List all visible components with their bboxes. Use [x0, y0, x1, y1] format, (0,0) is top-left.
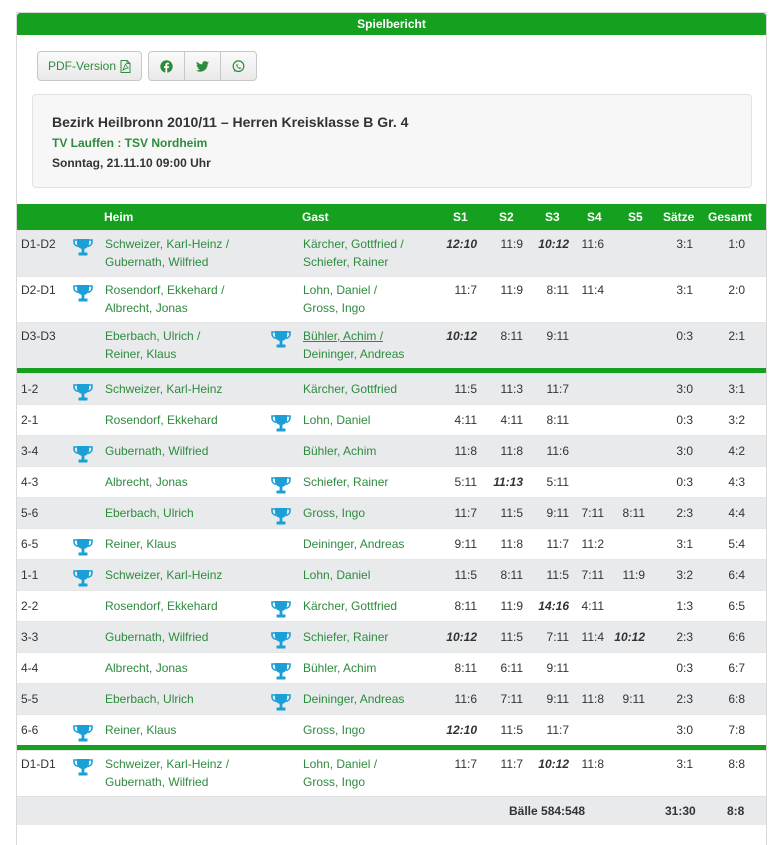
whatsapp-share-button[interactable] [220, 51, 257, 81]
home-player-link[interactable]: Albrecht, Jonas [105, 661, 188, 675]
guest-player-link[interactable]: Deininger, Andreas [303, 347, 405, 361]
score-s3: 9:11 [546, 692, 569, 706]
home-player-link[interactable]: Albrecht, Jonas [105, 475, 188, 489]
home-player-link[interactable]: Gubernath, Wilfried [105, 630, 209, 644]
score-s4: 11:8 [581, 692, 604, 706]
table-row [17, 750, 766, 796]
score-saetze: 3:2 [676, 568, 693, 582]
match-id: 2-2 [21, 599, 39, 613]
score-s1: 5:11 [454, 475, 477, 489]
score-s3: 8:11 [546, 413, 569, 427]
score-s1: 10:12 [446, 329, 477, 343]
score-s1: 11:7 [454, 283, 477, 297]
score-s2: 11:8 [500, 537, 523, 551]
score-s3: 11:7 [546, 537, 569, 551]
score-s1: 12:10 [446, 723, 477, 737]
home-player-link[interactable]: Rosendorf, Ekkehard [105, 599, 218, 613]
score-gesamt: 1:0 [728, 237, 745, 251]
table-row [17, 652, 766, 683]
score-s3: 9:11 [546, 661, 569, 675]
col-s4: S4 [587, 210, 602, 224]
score-s1: 11:7 [454, 757, 477, 771]
score-gesamt: 6:4 [728, 568, 745, 582]
score-gesamt: 2:0 [728, 283, 745, 297]
score-s3: 10:12 [538, 757, 569, 771]
singles-group [17, 373, 766, 745]
score-saetze: 0:3 [676, 329, 693, 343]
table-row [17, 683, 766, 714]
home-player-link[interactable]: Schweizer, Karl-Heinz / [105, 237, 230, 251]
score-saetze: 2:3 [676, 630, 693, 644]
col-heim: Heim [104, 210, 134, 224]
saetze-total: 31:30 [665, 804, 696, 818]
score-gesamt: 4:3 [728, 475, 745, 489]
score-s2: 11:9 [500, 599, 523, 613]
results-table [17, 204, 766, 825]
score-s2: 11:7 [500, 757, 523, 771]
trophy-icon [271, 329, 291, 349]
score-s1: 11:5 [454, 568, 477, 582]
trophy-icon [271, 630, 291, 650]
score-gesamt: 4:4 [728, 506, 745, 520]
score-s4: 11:2 [581, 537, 604, 551]
panel-title: Spielbericht [17, 13, 766, 35]
score-s1: 8:11 [454, 661, 477, 675]
score-s5: 8:11 [622, 506, 645, 520]
match-id: D2-D1 [21, 283, 56, 297]
score-s3: 14:16 [538, 599, 569, 613]
guest-player-link[interactable]: Bühler, Achim [303, 661, 377, 675]
trophy-icon [271, 661, 291, 681]
score-s5: 9:11 [622, 692, 645, 706]
score-s2: 4:11 [500, 413, 523, 427]
home-player-link[interactable]: Reiner, Klaus [105, 723, 177, 737]
trophy-icon [73, 283, 93, 303]
match-id: 2-1 [21, 413, 39, 427]
guest-player-link[interactable]: Bühler, Achim [303, 444, 377, 458]
home-player-link[interactable]: Schweizer, Karl-Heinz [105, 568, 223, 582]
trophy-icon [271, 413, 291, 433]
score-s2: 6:11 [500, 661, 523, 675]
match-id: 5-5 [21, 692, 39, 706]
match-id: 3-4 [21, 444, 39, 458]
score-gesamt: 6:5 [728, 599, 745, 613]
home-player-link[interactable]: Schweizer, Karl-Heinz / [105, 757, 230, 771]
match-id: 1-1 [21, 568, 39, 582]
trophy-icon [271, 506, 291, 526]
trophy-icon [73, 723, 93, 743]
score-gesamt: 3:2 [728, 413, 745, 427]
score-gesamt: 2:1 [728, 329, 745, 343]
trophy-icon [73, 757, 93, 777]
guest-player-link[interactable]: Gross, Ingo [303, 301, 366, 315]
table-row [17, 466, 766, 497]
score-s4: 11:4 [581, 630, 604, 644]
match-id: 4-4 [21, 661, 39, 675]
score-s1: 4:11 [454, 413, 477, 427]
match-id: D1-D1 [21, 757, 56, 771]
col-s5: S5 [628, 210, 643, 224]
match-id: D1-D2 [21, 237, 56, 251]
guest-player-link[interactable]: Lohn, Daniel [303, 413, 371, 427]
score-s2: 11:5 [500, 506, 523, 520]
trophy-icon [73, 537, 93, 557]
guest-player-link[interactable]: Lohn, Daniel / [303, 283, 378, 297]
score-s2: 8:11 [500, 568, 523, 582]
home-player-link[interactable]: Eberbach, Ulrich / [105, 329, 201, 343]
table-row [17, 497, 766, 528]
match-id: 5-6 [21, 506, 39, 520]
table-header [17, 204, 766, 230]
match-report-panel [16, 12, 767, 845]
home-player-link[interactable]: Schweizer, Karl-Heinz [105, 382, 223, 396]
score-saetze: 0:3 [676, 413, 693, 427]
score-s2: 11:13 [493, 475, 523, 489]
score-s1: 11:8 [454, 444, 477, 458]
guest-player-link[interactable]: Schiefer, Rainer [303, 255, 389, 269]
trophy-icon [271, 692, 291, 712]
gesamt-total: 8:8 [727, 804, 745, 818]
score-s4: 11:6 [581, 237, 604, 251]
match-id: 6-5 [21, 537, 39, 551]
whatsapp-icon [232, 60, 245, 73]
score-s2: 11:8 [500, 444, 523, 458]
score-s2: 11:5 [500, 630, 523, 644]
score-s3: 9:11 [546, 329, 569, 343]
score-s1: 11:7 [454, 506, 477, 520]
home-player-link[interactable]: Rosendorf, Ekkehard [105, 413, 218, 427]
table-row [17, 322, 766, 368]
score-s3: 5:11 [546, 475, 569, 489]
table-footer [17, 796, 766, 825]
match-id: 3-3 [21, 630, 39, 644]
score-saetze: 3:0 [676, 444, 693, 458]
score-s3: 11:7 [546, 723, 569, 737]
table-row [17, 559, 766, 590]
home-player-link[interactable]: Gubernath, Wilfried [105, 255, 209, 269]
table-row [17, 404, 766, 435]
table-row [17, 230, 766, 276]
home-player-link[interactable]: Rosendorf, Ekkehard / [105, 283, 225, 297]
col-gesamt: Gesamt [708, 210, 753, 224]
pdf-version-button[interactable] [37, 51, 142, 81]
score-saetze: 2:3 [676, 692, 693, 706]
pdf-file-icon [120, 60, 131, 73]
score-s1: 11:6 [454, 692, 477, 706]
home-player-link[interactable]: Eberbach, Ulrich [105, 692, 194, 706]
score-s2: 11:9 [500, 283, 523, 297]
trophy-icon [271, 599, 291, 619]
score-saetze: 1:3 [676, 599, 693, 613]
table-row [17, 373, 766, 404]
table-row [17, 435, 766, 466]
score-s1: 8:11 [454, 599, 477, 613]
score-saetze: 0:3 [676, 475, 693, 489]
home-player-link[interactable]: Gubernath, Wilfried [105, 775, 209, 789]
home-player-link[interactable]: Reiner, Klaus [105, 347, 177, 361]
col-s2: S2 [499, 210, 514, 224]
guest-player-link[interactable]: Kärcher, Gottfried / [303, 237, 404, 251]
table-row [17, 714, 766, 745]
trophy-icon [73, 237, 93, 257]
facebook-icon [160, 60, 173, 73]
guest-player-link[interactable]: Lohn, Daniel / [303, 757, 378, 771]
guest-player-link[interactable]: Gross, Ingo [303, 723, 366, 737]
score-s1: 10:12 [446, 630, 477, 644]
table-row [17, 590, 766, 621]
guest-player-link[interactable]: Kärcher, Gottfried [303, 382, 398, 396]
score-saetze: 3:0 [676, 723, 693, 737]
guest-player-link[interactable]: Schiefer, Rainer [303, 630, 389, 644]
score-gesamt: 7:8 [728, 723, 745, 737]
doubles-group-2 [17, 750, 766, 796]
match-id: 4-3 [21, 475, 39, 489]
match-id: 1-2 [21, 382, 39, 396]
match-info-box [32, 94, 752, 188]
score-s3: 9:11 [546, 506, 569, 520]
score-s4: 4:11 [581, 599, 604, 613]
score-s3: 7:11 [546, 630, 569, 644]
guest-player-link[interactable]: Deininger, Andreas [303, 692, 405, 706]
home-player-link[interactable]: Gubernath, Wilfried [105, 444, 209, 458]
league-title: Bezirk Heilbronn 2010/11 – Herren Kreisklasse B Gr. 4 [52, 114, 409, 130]
doubles-group-1 [17, 230, 766, 368]
score-s2: 11:3 [500, 382, 523, 396]
score-s2: 8:11 [500, 329, 523, 343]
trophy-icon [73, 568, 93, 588]
score-s2: 11:5 [500, 723, 523, 737]
match-id: D3-D3 [21, 329, 56, 343]
score-saetze: 0:3 [676, 661, 693, 675]
home-player-link[interactable]: Eberbach, Ulrich [105, 506, 194, 520]
score-gesamt: 6:6 [728, 630, 745, 644]
guest-player-link[interactable]: Kärcher, Gottfried [303, 599, 398, 613]
score-gesamt: 6:7 [728, 661, 745, 675]
score-saetze: 3:1 [676, 757, 693, 771]
score-s1: 11:5 [454, 382, 477, 396]
balls-total: Bälle 584:548 [509, 804, 586, 818]
score-saetze: 3:1 [676, 537, 693, 551]
col-gast: Gast [302, 210, 329, 224]
score-s3: 11:6 [546, 444, 569, 458]
table-row [17, 276, 766, 322]
score-saetze: 3:0 [676, 382, 693, 396]
guest-player-link[interactable]: Gross, Ingo [303, 775, 366, 789]
score-s3: 11:5 [546, 568, 569, 582]
table-row [17, 621, 766, 652]
score-s3: 10:12 [538, 237, 569, 251]
score-s2: 11:9 [500, 237, 523, 251]
score-s1: 9:11 [454, 537, 477, 551]
home-player-link[interactable]: Albrecht, Jonas [105, 301, 188, 315]
score-saetze: 3:1 [676, 283, 693, 297]
score-s2: 7:11 [500, 692, 523, 706]
trophy-icon [73, 444, 93, 464]
trophy-icon [73, 382, 93, 402]
match-id: 6-6 [21, 723, 39, 737]
score-s4: 11:8 [581, 757, 604, 771]
teams-link[interactable]: TV Lauffen : TSV Nordheim [52, 136, 208, 150]
facebook-share-button[interactable] [148, 51, 185, 81]
score-s4: 7:11 [581, 568, 604, 582]
score-saetze: 3:1 [676, 237, 693, 251]
score-gesamt: 8:8 [728, 757, 745, 771]
score-s4: 11:4 [581, 283, 604, 297]
table-row [17, 528, 766, 559]
trophy-icon [271, 475, 291, 495]
pdf-button-label: PDF-Version [47, 59, 117, 73]
match-date: Sonntag, 21.11.10 09:00 Uhr [52, 156, 211, 170]
twitter-share-button[interactable] [184, 51, 221, 81]
col-saetze: Sätze [663, 210, 695, 224]
score-s5: 11:9 [622, 568, 645, 582]
twitter-icon [196, 61, 209, 72]
score-gesamt: 4:2 [728, 444, 745, 458]
score-s5: 10:12 [614, 630, 645, 644]
score-gesamt: 5:4 [728, 537, 745, 551]
score-s4: 7:11 [581, 506, 604, 520]
score-s3: 8:11 [546, 283, 569, 297]
score-s3: 11:7 [546, 382, 569, 396]
score-s1: 12:10 [446, 237, 477, 251]
score-gesamt: 3:1 [728, 382, 745, 396]
home-player-link[interactable]: Reiner, Klaus [105, 537, 177, 551]
score-gesamt: 6:8 [728, 692, 745, 706]
col-s3: S3 [545, 210, 560, 224]
guest-player-link[interactable]: Lohn, Daniel [303, 568, 371, 582]
guest-player-link[interactable]: Deininger, Andreas [303, 537, 405, 551]
col-s1: S1 [453, 210, 468, 224]
score-saetze: 2:3 [676, 506, 693, 520]
guest-player-link[interactable]: Bühler, Achim / [303, 329, 384, 343]
guest-player-link[interactable]: Schiefer, Rainer [303, 475, 389, 489]
guest-player-link[interactable]: Gross, Ingo [303, 506, 366, 520]
